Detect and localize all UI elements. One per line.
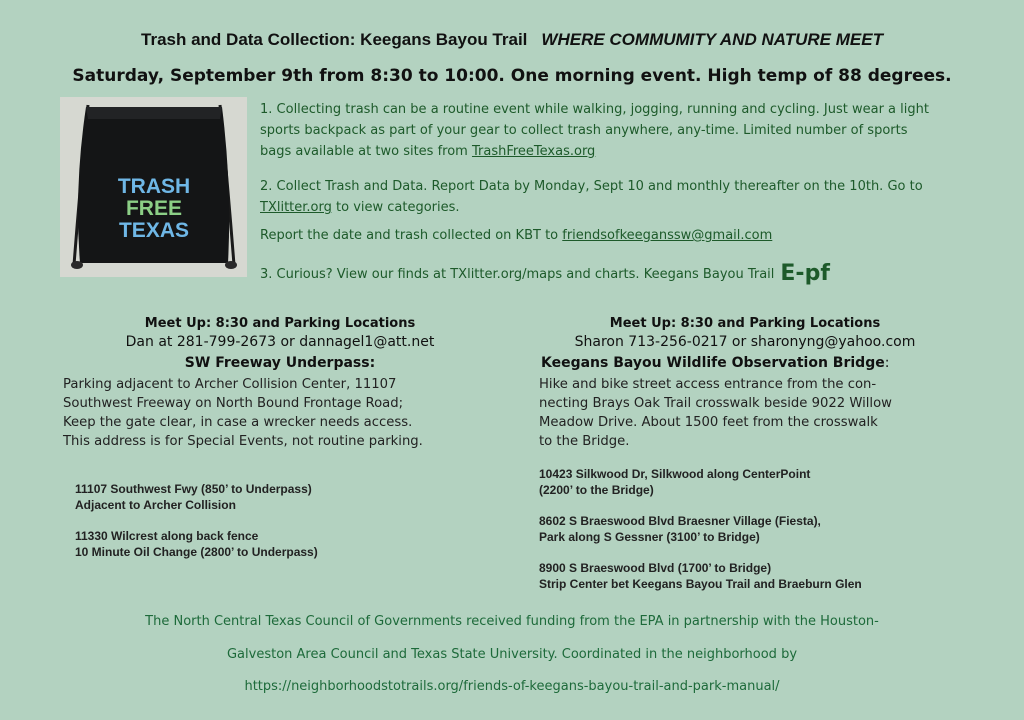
- item-collect-routine: [260, 99, 932, 162]
- left-desc-line: Southwest Freeway on North Bound Frontage Road;: [63, 396, 404, 411]
- left-address-block: [75, 481, 312, 513]
- trash-free-texas-bag-photo: [60, 97, 247, 277]
- address-line: 11107 Southwest Fwy (850’ to Underpass): [75, 482, 312, 496]
- address-line: 8900 S Braeswood Blvd (1700’ to Bridge): [539, 561, 772, 575]
- event-title: Trash and Data Collection: Keegans Bayou Trail: [141, 30, 528, 49]
- left-address-block: [75, 528, 318, 560]
- right-meet-heading: Meet Up: 8:30 and Parking Locations: [609, 316, 881, 331]
- bag-text-trash: TRASH: [117, 175, 191, 198]
- address-line: Adjacent to Archer Collision: [75, 498, 236, 512]
- report-email-link[interactable]: friendsofkeeganssw@gmail.com: [562, 228, 773, 243]
- right-desc-line: to the Bridge.: [539, 434, 630, 449]
- left-location-description: [63, 375, 503, 451]
- left-location-heading: SW Freeway Underpass:: [184, 355, 376, 371]
- trashfreetexas-link[interactable]: TrashFreeTexas.org: [471, 144, 596, 159]
- event-tagline: WHERE COMMUMITY AND NATURE MEET: [541, 30, 883, 49]
- address-line: 10423 Silkwood Dr, Silkwood along CenterPoint: [539, 467, 811, 481]
- footer-funding-line: The North Central Texas Council of Governments received funding from the EPA in partnership with the Houston-: [145, 614, 879, 629]
- address-line: 8602 S Braeswood Blvd Braesner Village (Fiesta),: [539, 514, 821, 528]
- item-curious: [260, 263, 960, 285]
- item3-text: 3. Curious? View our finds at TXlitter.org/maps and charts. Keegans Bayou Trail: [260, 267, 775, 282]
- item1-text: 1. Collecting trash can be a routine event while walking, jogging, running and cycling. Just wear a light sports backpack as part of your gear to collect trash anywhere, any-time. Limited number of sports bags available at two sites from: [260, 102, 929, 159]
- item2-text-before: 2. Collect Trash and Data. Report Data by Monday, Sept 10 and monthly thereafter on the 10th. Go to: [260, 179, 923, 194]
- right-desc-line: Meadow Drive. About 1500 feet from the crosswalk: [539, 415, 878, 430]
- left-contact: Dan at 281-799-2673 or dannagel1@att.net: [125, 334, 435, 350]
- footer-manual-url[interactable]: https://neighborhoodstotrails.org/friends-of-keegans-bayou-trail-and-park-manual/: [244, 679, 780, 694]
- right-contact: Sharon 713-256-0217 or sharonyng@yahoo.com: [574, 334, 916, 350]
- left-desc-line: Parking adjacent to Archer Collision Center, 11107: [63, 377, 397, 392]
- report-line: [260, 225, 960, 246]
- right-location-heading: [541, 355, 889, 371]
- right-desc-line: necting Brays Oak Trail crosswalk beside 9022 Willow: [539, 396, 892, 411]
- right-location-colon: :: [884, 355, 890, 371]
- address-line: 11330 Wilcrest along back fence: [75, 529, 259, 543]
- address-line: (2200’ to the Bridge): [539, 483, 654, 497]
- event-subtitle: Saturday, September 9th from 8:30 to 10:00. One morning event. High temp of 88 degrees.: [72, 66, 952, 86]
- right-address-block: [539, 466, 810, 498]
- right-location-name: Keegans Bayou Wildlife Observation Bridge: [541, 355, 885, 371]
- txlitter-link[interactable]: TXlitter.org: [260, 200, 332, 215]
- address-line: Strip Center bet Keegans Bayou Trail and Braeburn Glen: [539, 577, 862, 591]
- item-collect-data: [260, 176, 932, 218]
- address-line: Park along S Gessner (3100’ to Bridge): [539, 530, 760, 544]
- left-meet-heading: Meet Up: 8:30 and Parking Locations: [144, 316, 416, 331]
- left-desc-line: Keep the gate clear, in case a wrecker needs access.: [63, 415, 413, 430]
- right-desc-line: Hike and bike street access entrance from the con-: [539, 377, 877, 392]
- right-address-block: [539, 560, 862, 592]
- bag-text-texas: TEXAS: [118, 219, 190, 242]
- report-text: Report the date and trash collected on KBT to: [260, 228, 559, 243]
- footer-coordination-line: Galveston Area Council and Texas State University. Coordinated in the neighborhood by: [226, 647, 798, 662]
- bag-text-free: FREE: [125, 197, 183, 220]
- address-line: 10 Minute Oil Change (2800’ to Underpass): [75, 545, 318, 559]
- right-location-description: [539, 375, 959, 451]
- drawstring-bag-image: [60, 97, 247, 277]
- page-title: [0, 30, 1024, 50]
- epf-badge: E-pf: [780, 261, 830, 286]
- right-address-block: [539, 513, 821, 545]
- item2-text-after: to view categories.: [336, 200, 460, 215]
- left-desc-line: This address is for Special Events, not routine parking.: [63, 434, 423, 449]
